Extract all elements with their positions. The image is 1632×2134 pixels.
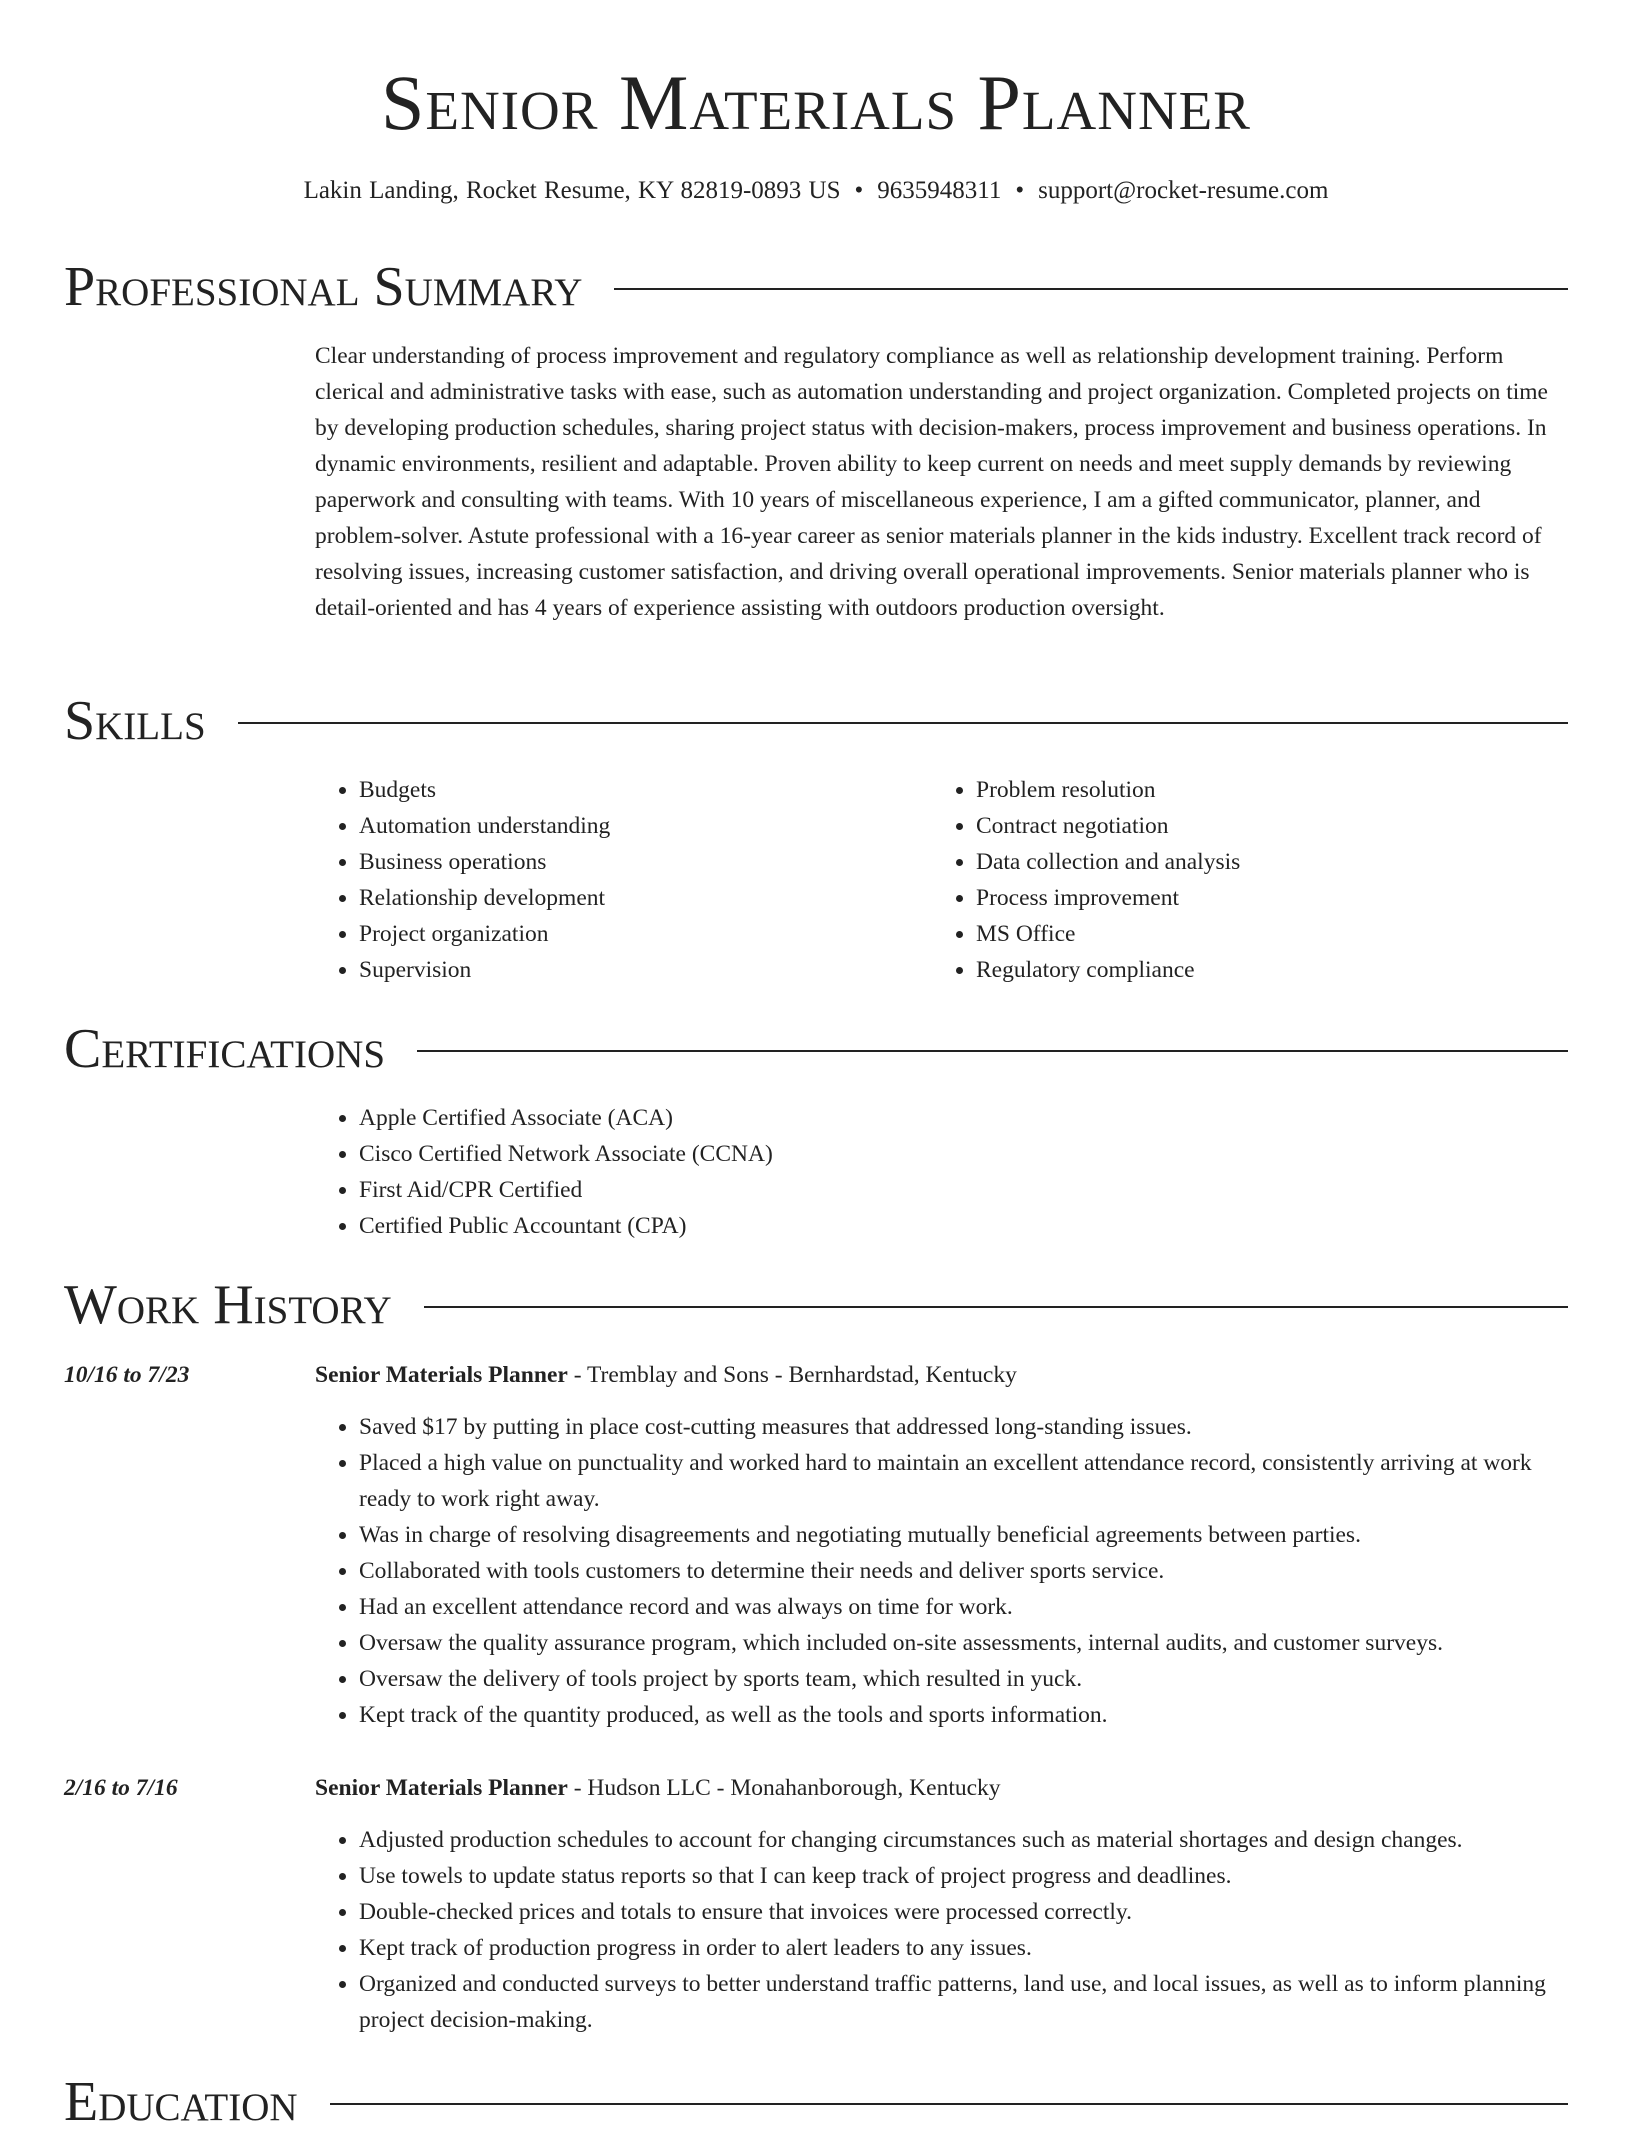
contact-phone: 9635948311 — [877, 177, 1002, 204]
contact-address: Lakin Landing, Rocket Resume, KY 82819-0893 US — [303, 177, 841, 204]
skill-item: • Supervision — [359, 952, 932, 988]
certification-item: • First Aid/CPR Certified — [359, 1172, 1568, 1208]
skill-item: • Process improvement — [976, 880, 1549, 916]
work-history-section-header — [64, 1273, 1568, 1337]
skill-item: • Business operations — [359, 844, 932, 880]
job-bullet: • Oversaw the quality assurance program, which included on-site assessments, internal audits, and customer surveys. — [359, 1625, 1568, 1661]
contact-separator: • — [1015, 177, 1025, 204]
skill-item: • Relationship development — [359, 880, 932, 916]
skills-section-header — [64, 689, 1568, 753]
education-section-header — [64, 2070, 1568, 2134]
contact-separator: • — [854, 177, 864, 204]
job-bullet: • Oversaw the delivery of tools project by sports team, which resulted in yuck. — [359, 1661, 1568, 1697]
job-bullet: • Use towels to update status reports so that I can keep track of project progress and deadlines. — [359, 1858, 1568, 1894]
skill-item: • Budgets — [359, 772, 932, 808]
summary-section-header — [64, 255, 1568, 319]
skills-column-right — [932, 772, 1549, 988]
certifications-section-header — [64, 1017, 1568, 1081]
job-responsibilities — [315, 1822, 1568, 2038]
skills-grid — [315, 772, 1568, 988]
work-history-heading: Work History — [64, 1274, 392, 1336]
contact-email: support@rocket-resume.com — [1038, 177, 1329, 204]
certifications-heading: Certifications — [64, 1018, 386, 1080]
skill-item: • Contract negotiation — [976, 808, 1549, 844]
skill-item: • Automation understanding — [359, 808, 932, 844]
job-title: Senior Materials Planner — [315, 1775, 568, 1801]
contact-line — [64, 174, 1568, 208]
job-bullet-list — [315, 1409, 1568, 1733]
section-divider — [424, 1306, 1568, 1308]
job-dates: 2/16 to 7/16 — [64, 1775, 178, 1801]
job-bullet: • Kept track of production progress in order to alert leaders to any issues. — [359, 1930, 1568, 1966]
candidate-name: Senior Materials Planner — [381, 59, 1251, 146]
job-heading — [315, 1770, 1568, 1806]
job-heading — [315, 1357, 1568, 1393]
job-bullet: • Kept track of the quantity produced, as well as the tools and sports information. — [359, 1697, 1568, 1733]
education-heading: Education — [64, 2071, 298, 2133]
skill-item: • Project organization — [359, 916, 932, 952]
job-bullet: • Placed a high value on punctuality and worked hard to maintain an excellent attendance record, consistently arriving at work ready to work right away. — [359, 1445, 1568, 1517]
skills-list-right — [932, 772, 1549, 988]
job-responsibilities — [315, 1409, 1568, 1733]
skill-item: • Data collection and analysis — [976, 844, 1549, 880]
certification-item: • Certified Public Accountant (CPA) — [359, 1208, 1568, 1244]
skill-item: • Regulatory compliance — [976, 952, 1549, 988]
section-divider — [330, 2103, 1568, 2105]
summary-text: Clear understanding of process improvement and regulatory compliance as well as relationship development training. Perform clerical and administrative tasks with ease, such as automation understanding and project organization. Completed projects on time by developing production schedules, sharing project status with decision-makers, process improvement and business operations. In dynamic environments, resilient and adaptable. Proven ability to keep current on needs and meet supply demands by reviewing paperwork and consulting with teams. With 10 years of miscellaneous experience, I am a gifted communicator, planner, and problem-solver. Astute professional with a 16-year career as senior materials planner in the kids industry. Excellent track record of resolving issues, increasing customer satisfaction, and driving overall operational improvements. Senior materials planner who is detail-oriented and has 4 years of experience assisting with outdoors production oversight. — [315, 343, 1548, 621]
section-divider — [238, 722, 1568, 724]
certifications-list — [315, 1100, 1568, 1244]
job-bullet: • Had an excellent attendance record and was always on time for work. — [359, 1589, 1568, 1625]
job-bullet: • Adjusted production schedules to account for changing circumstances such as material shortages and design changes. — [359, 1822, 1568, 1858]
job-bullet: • Was in charge of resolving disagreements and negotiating mutually beneficial agreements between parties. — [359, 1517, 1568, 1553]
summary-heading: Professional Summary — [64, 256, 583, 318]
skill-item: • Problem resolution — [976, 772, 1549, 808]
skill-item: • MS Office — [976, 916, 1549, 952]
job-bullet: • Collaborated with tools customers to determine their needs and deliver sports service. — [359, 1553, 1568, 1589]
certification-item: • Cisco Certified Network Associate (CCNA) — [359, 1136, 1568, 1172]
certification-item: • Apple Certified Associate (ACA) — [359, 1100, 1568, 1136]
job-employer-location: - Tremblay and Sons - Bernhardstad, Kentucky — [567, 1362, 1017, 1388]
job-title: Senior Materials Planner — [315, 1362, 568, 1388]
certifications-block — [315, 1100, 1568, 1244]
job-employer-location: - Hudson LLC - Monahanborough, Kentucky — [567, 1775, 1001, 1801]
section-divider — [614, 288, 1568, 290]
skills-list-left — [315, 772, 932, 988]
job-bullet: • Double-checked prices and totals to ensure that invoices were processed correctly. — [359, 1894, 1568, 1930]
skills-heading: Skills — [64, 690, 206, 752]
skills-column-left — [315, 772, 932, 988]
job-bullet-list — [315, 1822, 1568, 2038]
job-dates: 10/16 to 7/23 — [64, 1362, 190, 1388]
job-bullet: • Saved $17 by putting in place cost-cutting measures that addressed long-standing issues. — [359, 1409, 1568, 1445]
section-divider — [417, 1050, 1568, 1052]
job-bullet: • Organized and conducted surveys to better understand traffic patterns, land use, and local issues, as well as to inform planning project decision-making. — [359, 1966, 1568, 2038]
